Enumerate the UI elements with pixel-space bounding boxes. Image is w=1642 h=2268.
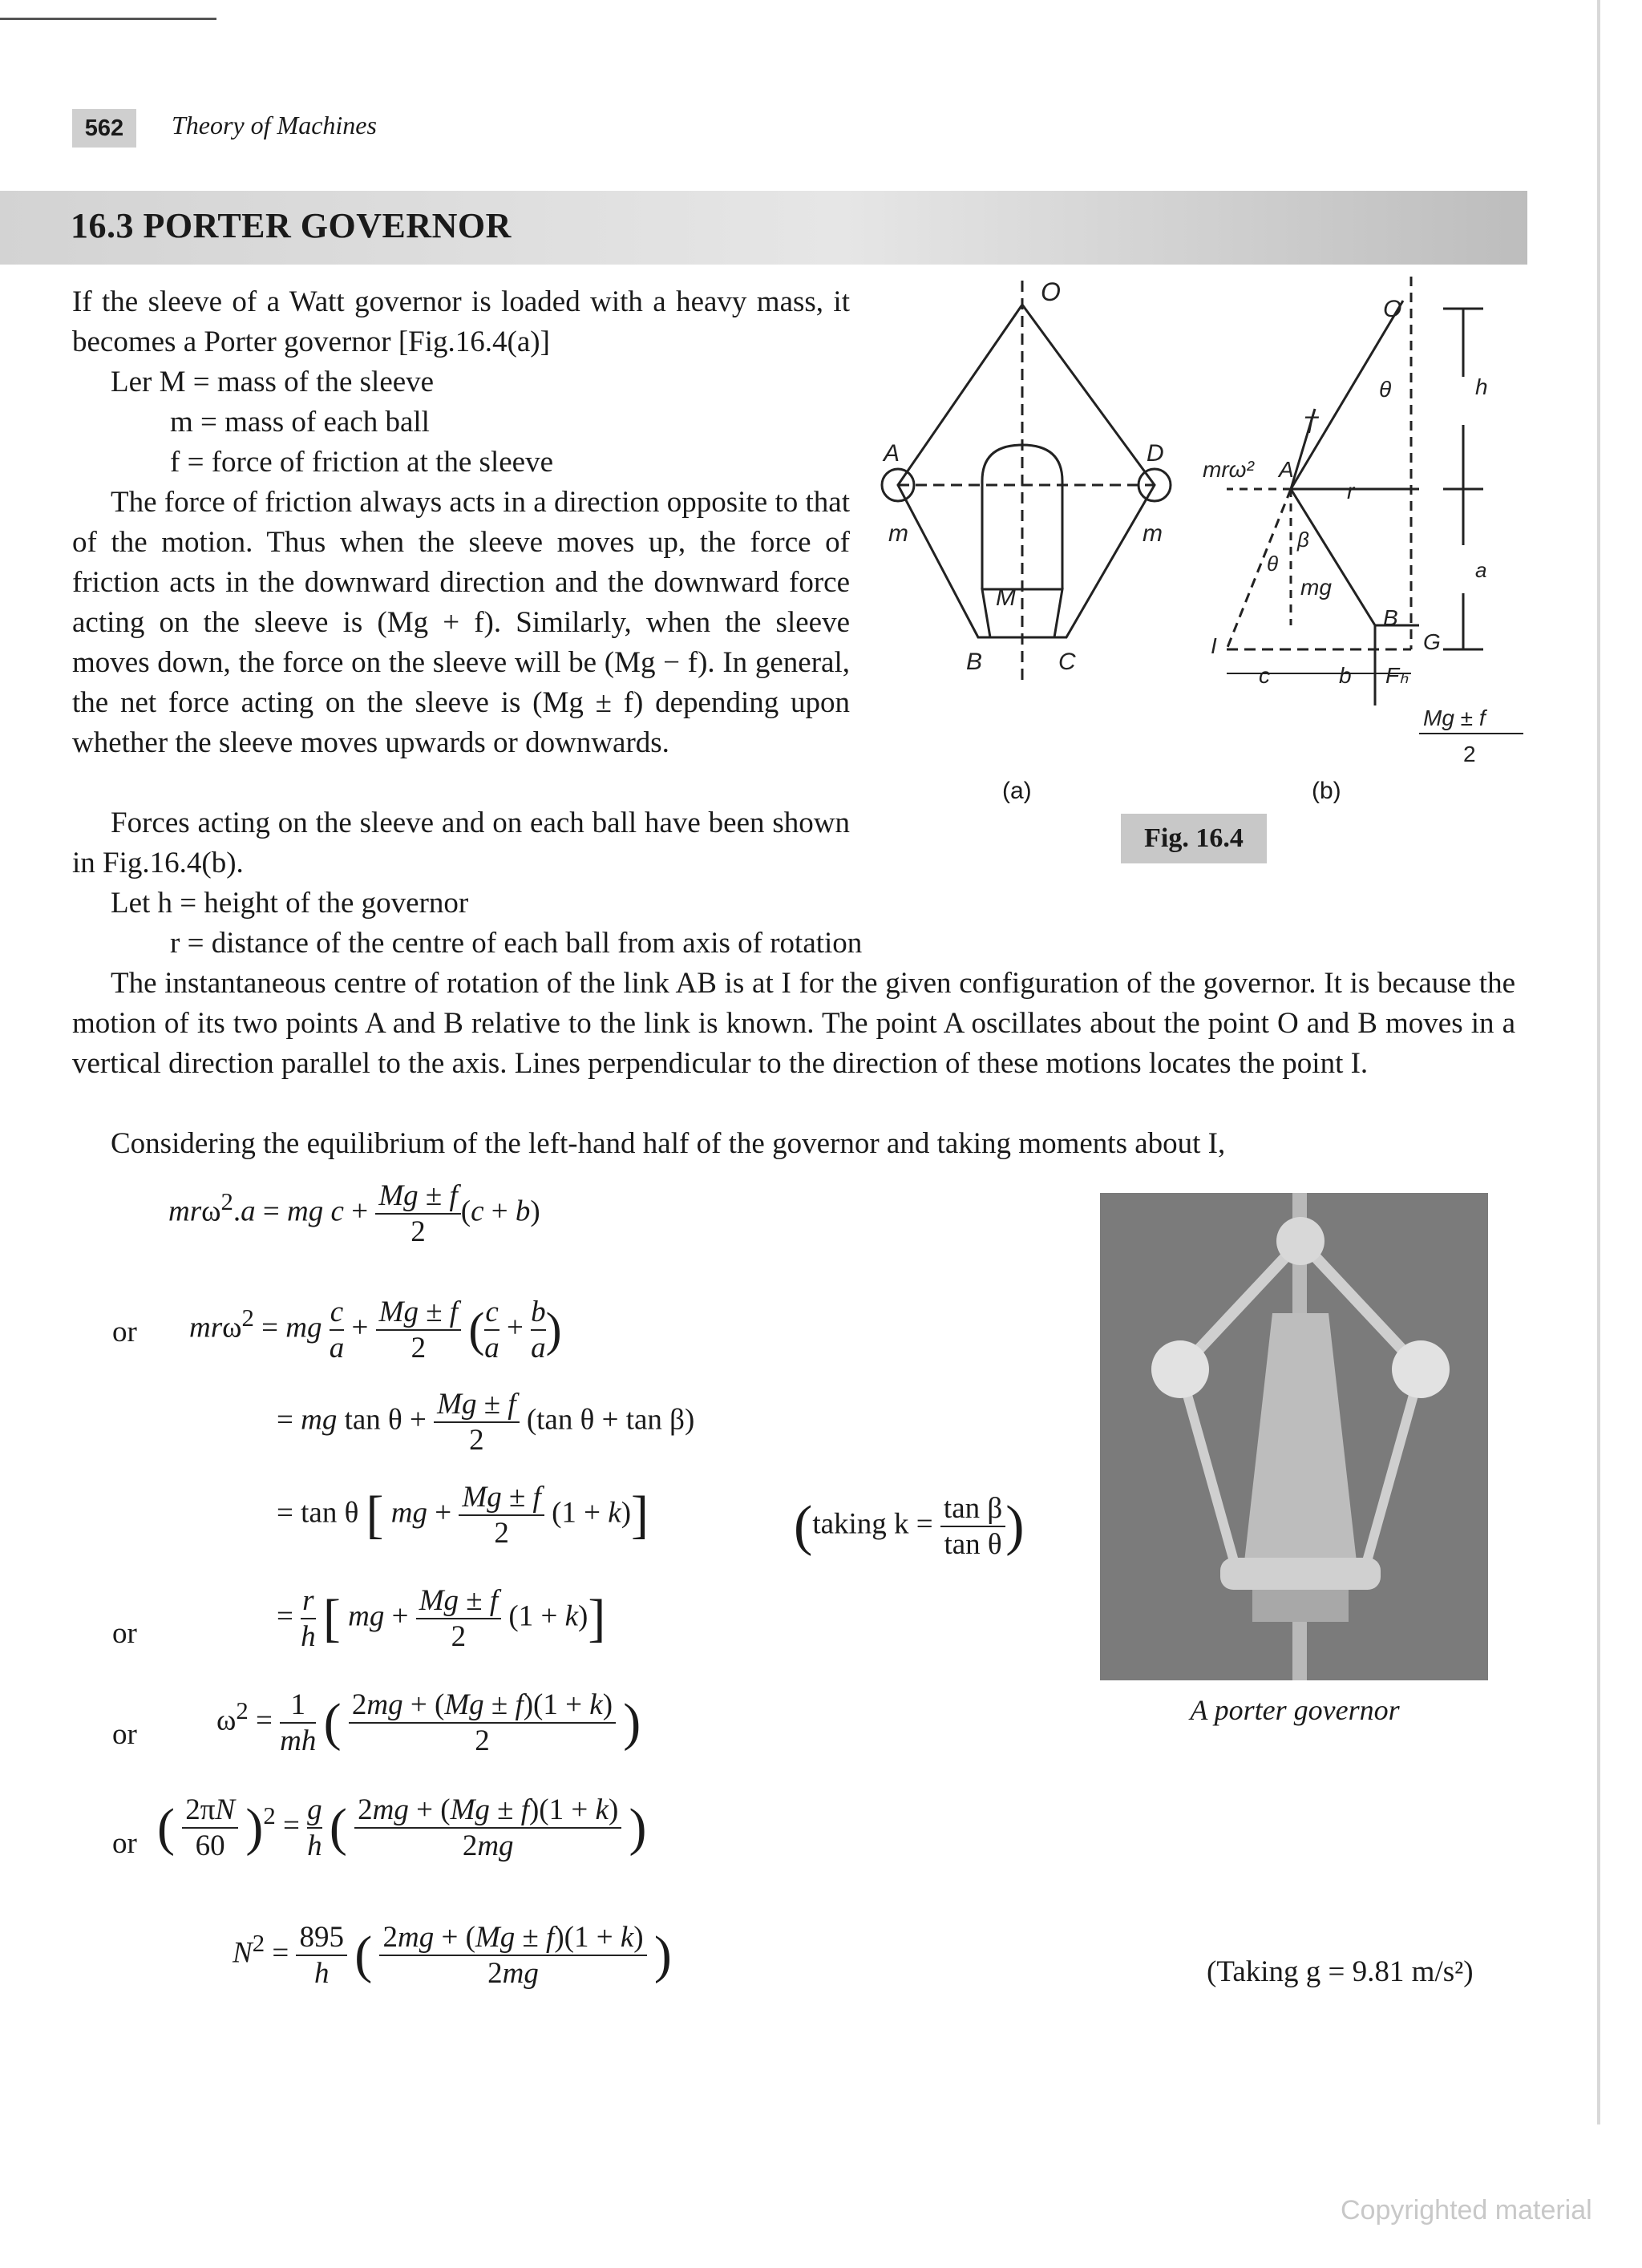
equation-3: = mg tan θ + $\frac{Mg \pm f}{2}$ (tan θ + tan β) (277, 1388, 695, 1457)
label-h: h (1475, 374, 1488, 399)
copyright-watermark: Copyrighted material (1341, 2195, 1592, 2226)
definition-ball-mass: m = mass of each ball (170, 406, 430, 439)
label-a: a (1475, 558, 1487, 582)
label-or-1: or (112, 1316, 137, 1348)
page-edge-shadow (1597, 0, 1600, 2124)
label-I: I (1211, 633, 1217, 658)
label-b: b (1339, 663, 1352, 688)
definition-height: Let h = height of the governor (111, 887, 469, 920)
equation-8: $N^2$ = $\frac{895}{h}$ ( $\frac{2mg + (Mg \pm f)(1 + k)}{2mg}$ ) (233, 1921, 672, 1990)
paragraph-instantaneous-centre: The instantaneous centre of rotation of the link AB is at I for the given configuration of the governor. It is because the motion of its two points A and B relative to the link is known. The point A oscillates about the point O and B moves in a vertical direction parallel to the axis. Lines perpendicular to the direction of these motions locates the point I. (72, 967, 1515, 1080)
photo-caption: A porter governor (1190, 1694, 1400, 1726)
label-D: D (1147, 440, 1164, 467)
label-C: C (1058, 649, 1076, 675)
label-or-2: or (112, 1617, 137, 1650)
figure-sub-a: (a) (1002, 778, 1032, 804)
label-B: B (966, 649, 983, 675)
label-beta: β (1297, 528, 1309, 552)
definition-friction: f = force of friction at the sleeve (170, 446, 554, 479)
page-number: 562 (72, 109, 136, 148)
label-load-numerator: Mg ± f (1423, 705, 1486, 730)
taking-k-label: taking k = (812, 1507, 933, 1541)
label-T: T (1303, 412, 1318, 439)
label-theta-top: θ (1379, 377, 1392, 402)
equation-7: ( $\frac{2\pi N}{60}$ )$^2$ = $\frac{g}{h}$ ( $\frac{2mg + (Mg \pm f)(1 + k)}{2mg}$ ) (157, 1793, 647, 1862)
paragraph-equilibrium: Considering the equilibrium of the left-hand half of the governor and taking moments about I, (111, 1127, 1226, 1160)
equation-2: mrω$^2$ = mg $\frac{c}{a}$ + $\frac{Mg \pm f}{2}$ ( $\frac{c}{a}$ + $\frac{b}{a}$ ) (189, 1296, 562, 1364)
tan-theta: tan θ (944, 1528, 1002, 1561)
section-title: 16.3 PORTER GOVERNOR (71, 206, 512, 245)
equation-5: = $\frac{r}{h}$ [ mg + $\frac{Mg \pm f}{2}$ (1 + k)] (277, 1584, 606, 1653)
top-rule (0, 18, 216, 20)
governor-photo-graphic (1100, 1193, 1488, 1680)
figure-sub-b: (b) (1312, 778, 1341, 804)
label-A: A (884, 440, 900, 467)
equation-4: = tan θ [ mg + $\frac{Mg \pm f}{2}$ (1 + k)] (277, 1481, 649, 1550)
label-b-B: B (1383, 605, 1398, 630)
label-O: O (1041, 277, 1061, 306)
label-M: M (996, 584, 1016, 611)
running-title: Theory of Machines (172, 111, 377, 139)
paragraph-forces: Forces acting on the sleeve and on each ball have been shown in Fig.16.4(b). (72, 807, 850, 879)
definition-radius: r = distance of the centre of each ball from axis of rotation (170, 927, 863, 960)
paragraph-friction: The force of friction always acts in a direction opposite to that of the motion. Thus when the sleeve moves up, the force of friction acts in the downward direction and the downward force acting on the sleeve is (Mg + f). Similarly, when the sleeve moves down, the force on the sleeve will be (Mg − f). In general, the net force acting on the sleeve is (Mg ± f) depending upon whether the sleeve moves upwards or downwards. (72, 486, 850, 759)
definition-sleeve-mass: Ler M = mass of the sleeve (111, 366, 435, 398)
equation-taking-k: (taking k = $\frac{\text{tan β}}{\text{tan θ}}$ ) (794, 1492, 1025, 1561)
figure-force-diagram (1179, 273, 1531, 786)
label-m-right: m (1143, 520, 1163, 547)
label-b-O: O (1383, 296, 1402, 322)
label-mrw2: mrω² (1203, 457, 1254, 482)
label-m-left: m (888, 520, 908, 547)
paragraph-intro: If the sleeve of a Watt governor is loaded with a heavy mass, it becomes a Porter governor [Fig.16.4(a)] (72, 285, 850, 358)
equation-taking-g: (Taking g = 9.81 m/s²) (1207, 1955, 1474, 1988)
label-b-A: A (1279, 457, 1294, 482)
porter-governor-photo (1100, 1193, 1488, 1680)
equation-6: $\omega^2$ = $\frac{1}{mh}$ ( $\frac{2mg + (Mg \pm f)(1 + k)}{2}$ ) (216, 1688, 641, 1757)
equation-1: mrω$^2$.a = mg c + $\frac{Mg \pm f}{2}$ (c + b) (168, 1179, 540, 1248)
label-or-3: or (112, 1718, 137, 1751)
label-mg: mg (1300, 575, 1332, 600)
label-Fh: Fₕ (1385, 663, 1409, 688)
label-c: c (1259, 663, 1270, 688)
tan-beta: tan β (940, 1491, 1005, 1527)
figure-label: Fig. 16.4 (1121, 814, 1267, 863)
label-G: G (1423, 629, 1441, 654)
label-or-4: or (112, 1827, 137, 1860)
label-r: r (1347, 479, 1355, 503)
label-theta: θ (1267, 552, 1279, 576)
label-load-denominator: 2 (1463, 742, 1476, 766)
